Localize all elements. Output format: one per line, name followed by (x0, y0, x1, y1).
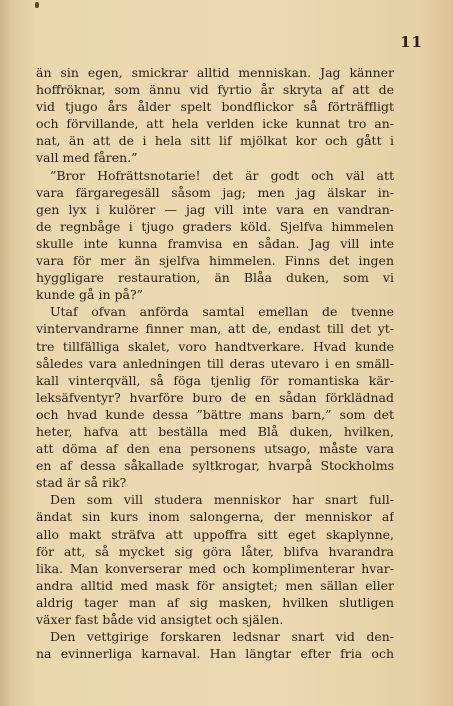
text-line: vall med fåren.” (36, 150, 138, 166)
text-line: vid tjugo års ålder spelt bondflickor så förträffligt (36, 99, 394, 115)
body-text (36, 64, 394, 662)
text-line: de regnbåge i tjugo graders köld. Sjelfva himmelen (36, 218, 394, 234)
text-line: kall vinterqväll, så föga tjenlig för romantiska kär- (36, 372, 394, 388)
text-line: ändat sin kurs inom salongerna, der menniskor af (36, 509, 394, 525)
text-line: andra alltid med mask för ansigtet; men sällan eller (36, 577, 394, 593)
text-line: och hvad kunde dessa ”bättre mans barn,” som det (36, 406, 394, 422)
text-line: således vara anledningen till deras utevaro i en smäll- (36, 355, 394, 371)
text-line: växer fast både vid ansigtet och själen. (36, 612, 284, 627)
text-line: tre tillfälliga skalet, voro handtverkare. Hvad kunde (36, 338, 394, 354)
page-number: 11 (400, 33, 423, 51)
text-line: kunde gå in på?” (36, 287, 144, 303)
text-line: för att, så mycket sig göra låter, blifva hvarandra (36, 543, 394, 559)
text-line: vintervandrarne finner man, att de, endast till det yt- (36, 321, 394, 337)
text-line: en af dessa såkallade syltkrogar, hvarpå Stockholms (36, 458, 394, 474)
text-line: aldrig tager man af sig masken, hvilken slutligen (36, 594, 394, 610)
ink-speck (35, 2, 39, 8)
text-line: vara för mer än sjelfva himmelen. Finns det ingen (36, 253, 394, 269)
text-line: vara färgaregesäll såsom jag; men jag älskar in- (36, 184, 394, 200)
text-line: gen lyx i kulörer — jag vill inte vara en vandran- (36, 201, 394, 217)
text-line: skulle inte kunna framvisa en sådan. Jag vill inte (36, 235, 394, 251)
text-line: ”Bror Hofrättsnotarie! det är godt och väl att (50, 167, 394, 183)
page-edge-shadow (0, 0, 10, 706)
text-line: Den som vill studera menniskor har snart full- (50, 492, 394, 508)
text-line: än sin egen, smickrar alltid menniskan. Jag känner (36, 65, 394, 80)
text-line: allo makt sträfva att uppoffra sitt eget skaplynne, (36, 526, 394, 542)
text-line: att döma af den ena personens utsago, måste vara (36, 441, 394, 457)
text-line: lika. Man konverserar med och komplimenterar hvar- (36, 560, 394, 576)
text-line: hyggligare restauration, än Blåa duken, som vi (36, 270, 394, 286)
text-line: na evinnerliga karnaval. Han längtar efter fria och (36, 646, 394, 662)
text-line: och förvillande, att hela verlden icke kunnat tro an- (36, 116, 394, 132)
text-line: leksäfventyr? hvarföre buro de en sådan förklädnad (36, 389, 394, 405)
text-line: nat, än att de i hela sitt lif mjölkat kor och gått i (36, 133, 394, 149)
text-line: stad är så rik? (36, 475, 127, 491)
text-line: Den vettgirige forskaren ledsnar snart vid den- (50, 629, 394, 645)
text-line: Utaf ofvan anförda samtal emellan de tvenne (50, 304, 394, 320)
text-line: heter, hafva att beställa med Blå duken, hvilken, (36, 423, 394, 439)
text-line: hoffröknar, som ännu vid fyrtio år skryta af att de (36, 82, 394, 98)
